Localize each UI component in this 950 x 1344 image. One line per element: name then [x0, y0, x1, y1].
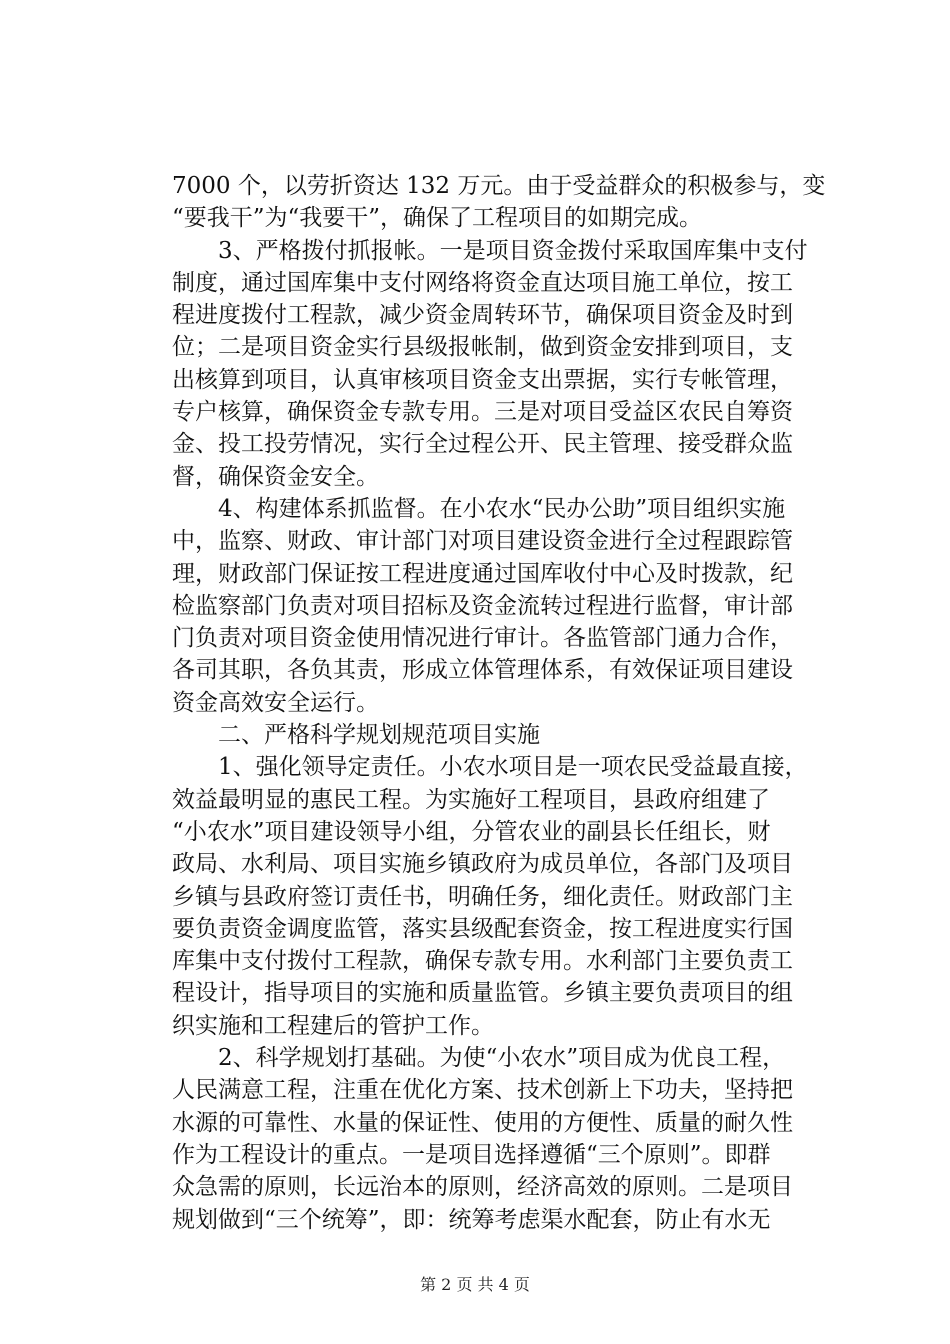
text-line: 二、严格科学规划规范项目实施	[218, 722, 540, 749]
text-line: 制度，通过国库集中支付网络将资金直达项目施工单位，按工	[172, 269, 793, 296]
text-line: 人民满意工程，注重在优化方案、技术创新上下功夫，坚持把	[172, 1077, 793, 1104]
text-line: 程设计，指导项目的实施和质量监管。乡镇主要负责项目的组	[172, 980, 793, 1007]
text-line: 督，确保资金安全。	[172, 463, 379, 490]
text-line: 规划做到“三个统筹”，即：统筹考虑渠水配套，防止有水无	[172, 1206, 771, 1233]
text-line: 金、投工投劳情况，实行全过程公开、民主管理、接受群众监	[172, 431, 793, 458]
text-line: 要负责资金调度监管，落实县级配套资金，按工程进度实行国	[172, 915, 793, 942]
text-line: 门负责对项目资金使用情况进行审计。各监管部门通力合作，	[172, 625, 793, 652]
text-line: 7000 个，以劳折资达 132 万元。由于受益群众的积极参与，变	[172, 173, 826, 199]
text-line: 作为工程设计的重点。一是项目选择遵循“三个原则”。即群	[172, 1141, 771, 1168]
text-line: 出核算到项目，认真审核项目资金支出票据，实行专帐管理，	[172, 366, 793, 393]
text-line: 位；二是项目资金实行县级报帐制，做到资金安排到项目，支	[172, 334, 793, 361]
text-line: 程进度拨付工程款，减少资金周转环节，确保项目资金及时到	[172, 302, 793, 329]
text-line: 3、严格拨付抓报帐。一是项目资金拨付采取国库集中支付	[218, 237, 808, 264]
text-line: “小农水”项目建设领导小组，分管农业的副县长任组长，财	[172, 818, 771, 845]
text-line: 效益最明显的惠民工程。为实施好工程项目，县政府组建了	[172, 786, 770, 813]
text-line: 库集中支付拨付工程款，确保专款专用。水利部门主要负责工	[172, 948, 793, 975]
text-line: 资金高效安全运行。	[172, 689, 379, 716]
text-line: 检监察部门负责对项目招标及资金流转过程进行监督，审计部	[172, 592, 793, 619]
text-line: 1、强化领导定责任。小农水项目是一项农民受益最直接，	[218, 754, 808, 781]
page-footer: 第 2 页 共 4 页	[420, 1275, 530, 1294]
body-text	[172, 170, 836, 1236]
text-line: 中，监察、财政、审计部门对项目建设资金进行全过程跟踪管	[172, 528, 793, 555]
text-line: 织实施和工程建后的管护工作。	[172, 1012, 494, 1039]
text-line: 水源的可靠性、水量的保证性、使用的方便性、质量的耐久性	[172, 1109, 793, 1136]
text-line: “要我干”为“我要干”，确保了工程项目的如期完成。	[172, 205, 703, 232]
text-line: 专户核算，确保资金专款专用。三是对项目受益区农民自筹资	[172, 399, 793, 426]
text-line: 各司其职，各负其责，形成立体管理体系，有效保证项目建设	[172, 657, 793, 684]
text-line: 乡镇与县政府签订责任书，明确任务，细化责任。财政部门主	[172, 883, 793, 910]
text-line: 4、构建体系抓监督。在小农水“民办公助”项目组织实施	[218, 495, 786, 522]
text-line: 政局、水利局、项目实施乡镇政府为成员单位，各部门及项目	[172, 851, 793, 878]
text-line: 理，财政部门保证按工程进度通过国库收付中心及时拨款，纪	[172, 560, 793, 587]
text-line: 众急需的原则，长远治本的原则，经济高效的原则。二是项目	[172, 1174, 793, 1201]
text-line: 2、科学规划打基础。为使“小农水”项目成为优良工程，	[218, 1045, 786, 1072]
